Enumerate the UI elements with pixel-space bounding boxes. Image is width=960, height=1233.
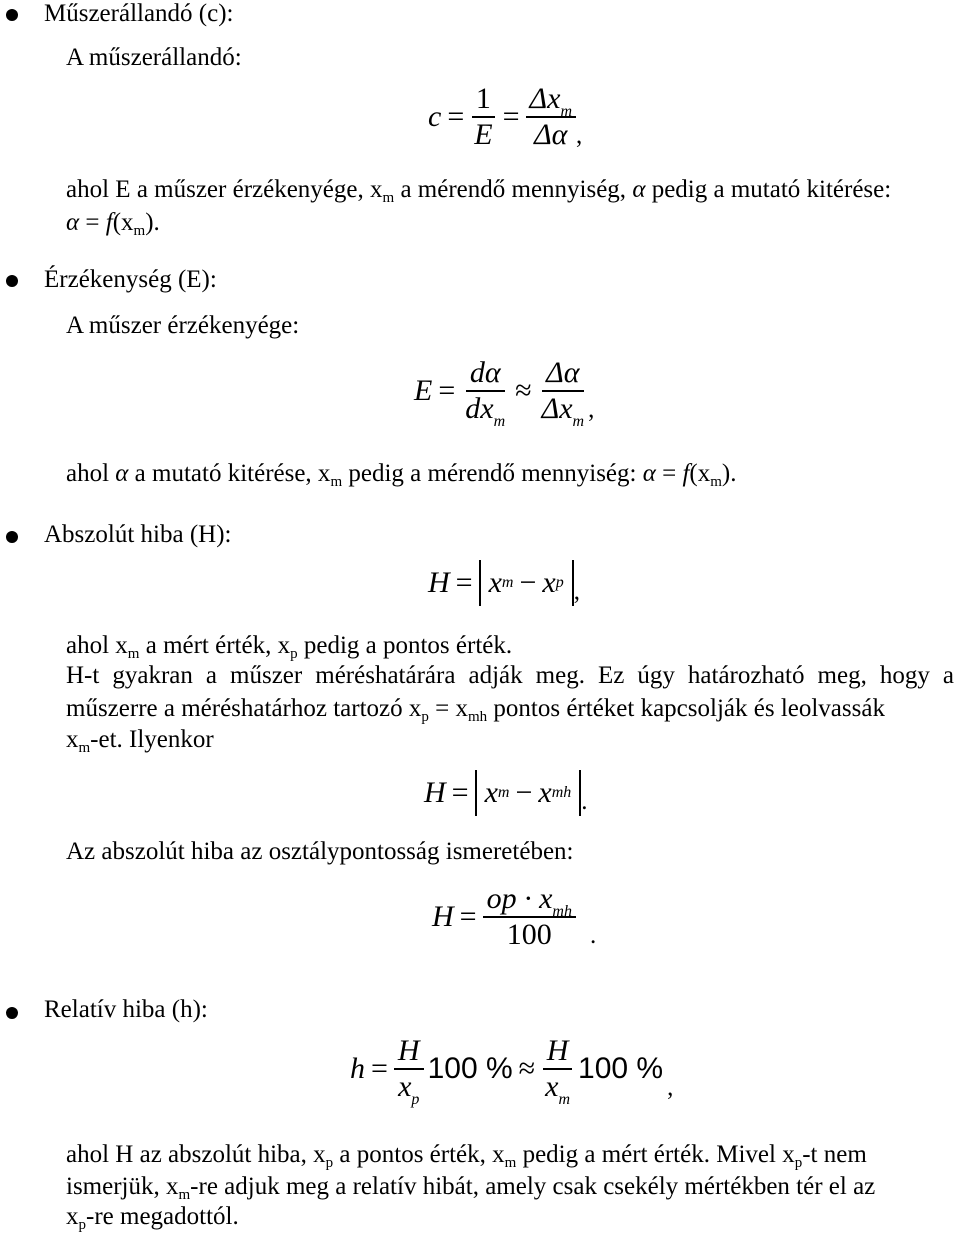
formula-lhs: c: [428, 100, 442, 133]
formula-E: E = $\frac{d\alpha}{dx_m}$ ≈ $\frac{\Delta\alpha}{\Delta x_m}$ ,: [414, 356, 595, 430]
desc-h-line3: $x_p-re$ megadottól.: [66, 1203, 239, 1233]
para-H-line2: műszerre a méréshatárhoz tartozó $x_p = x_{mh}$ pontos értéket kapcsolják és leolvassák: [66, 695, 885, 725]
fraction: $\frac{\Delta\alpha}{\Delta x_m}$: [541, 356, 585, 430]
section-heading-H: Abszolút hiba (H):: [44, 521, 232, 548]
desc-c-line2: $\alpha = f(x_m)$.: [66, 209, 160, 239]
desc-h-line2: ismerjük, $x_m-re$ adjuk meg a relatív hibát, amely csak csekély mértékben tér el az: [66, 1173, 876, 1203]
bullet: [6, 531, 18, 543]
fraction-denominator: E: [474, 118, 493, 151]
fraction-numerator: 1: [472, 84, 495, 118]
formula-h: h = $\frac{H}{x_p}$ 100 % ≈ $\frac{H}{x_m}$ 100 % ,: [350, 1034, 674, 1108]
section-heading-h: Relatív hiba (h):: [44, 996, 208, 1023]
fraction: $\frac{H}{x_p}$: [394, 1036, 424, 1102]
section-heading-c: Műszerállandó (c):: [44, 0, 234, 27]
formula-H3: H = $\frac{op \cdot x_{mh}}{100}$ .: [432, 882, 597, 951]
formula-eq: =: [447, 100, 465, 133]
absolute-value: x m − x p: [479, 560, 574, 606]
formula-eq: =: [502, 100, 520, 133]
fraction: [526, 84, 577, 150]
class-intro: Az abszolút hiba az osztálypontosság ismeretében:: [66, 838, 574, 865]
fraction: [470, 84, 496, 150]
para-H-line1: H-t gyakran a műszer méréshatárára adják meg. Ez úgy határozható meg, hogy a: [66, 662, 954, 689]
fraction-denominator: Δα: [534, 118, 568, 151]
desc-H1: ahol $x_m$ a mért érték, $x_p$ pedig a pontos érték.: [66, 632, 513, 662]
formula-tail: ,: [576, 122, 583, 149]
fraction: $\frac{H}{x_m}$: [541, 1036, 574, 1102]
intro-E: A műszer érzékenyége:: [66, 312, 300, 339]
formula-H1: H = x m − x p ,: [428, 560, 580, 606]
fraction: $\frac{d\alpha}{dx_m}$: [465, 356, 506, 430]
section-heading-E: Érzékenység (E):: [44, 266, 217, 293]
bullet: [6, 9, 18, 21]
formula-H2: H = x m − x mh .: [424, 770, 588, 816]
fraction-numerator: $\Delta x_m$: [526, 84, 577, 118]
absolute-value: x m − x mh: [475, 770, 582, 816]
desc-E: ahol α a mutató kitérése, $x_m$ pedig a mérendő mennyiség: $\alpha = f(x_m)$.: [66, 460, 737, 490]
intro-c: A műszerállandó:: [66, 44, 242, 71]
bullet: [6, 275, 18, 287]
desc-c-line1: ahol E a műszer érzékenyége, $x_m$ a mérendő mennyiség, α pedig a mutató kitérése:: [66, 176, 892, 206]
bullet: [6, 1007, 18, 1019]
formula-c: [428, 84, 582, 150]
para-H-line3: $x_m-et$. Ilyenkor: [66, 726, 214, 756]
desc-h-line1: ahol H az abszolút hiba, $x_p$ a pontos érték, $x_m$ pedig a mért érték. Mivel $x_p-t$ nem: [66, 1141, 867, 1171]
fraction: $\frac{op \cdot x_{mh}}{100}$: [483, 884, 576, 950]
